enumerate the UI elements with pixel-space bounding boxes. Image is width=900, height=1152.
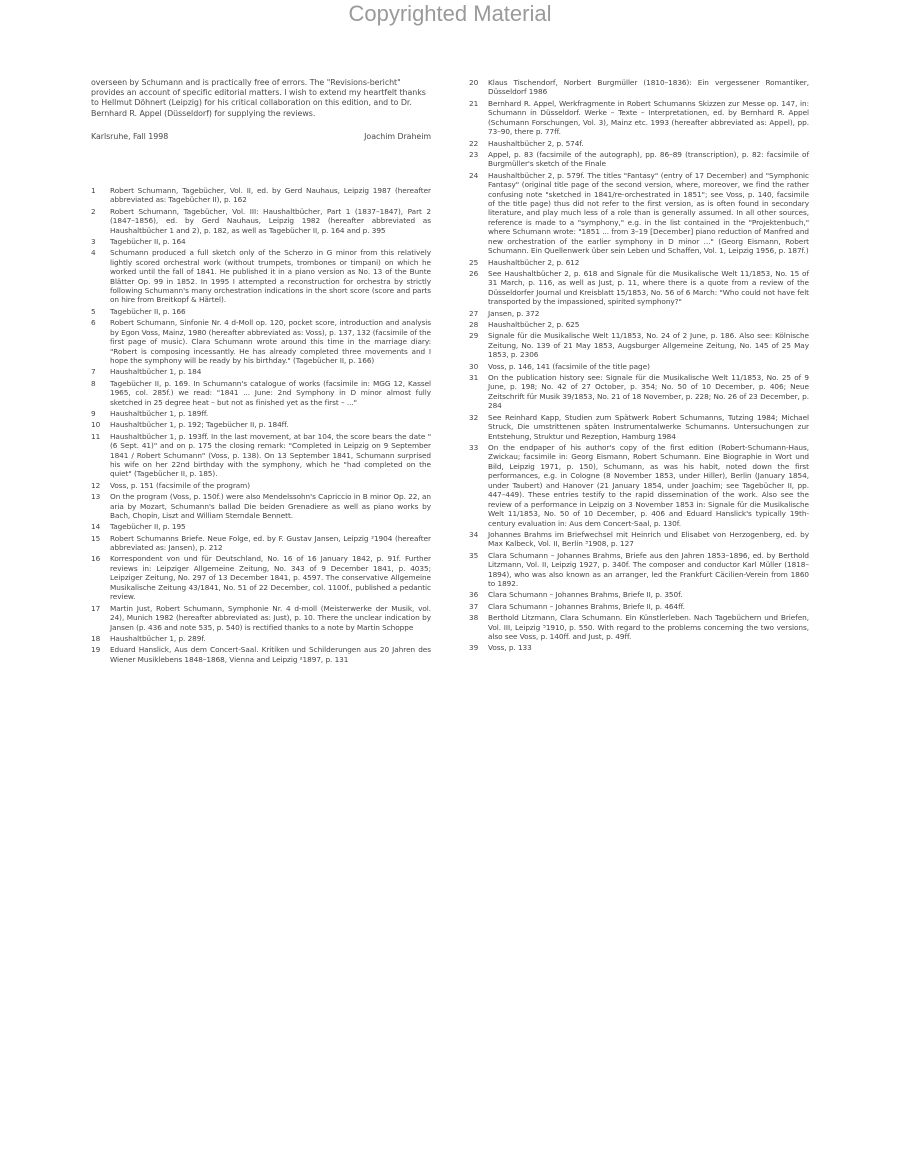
endnote [469,551,809,589]
endnote [469,590,809,599]
endnote-number: 22 [469,138,479,148]
endnote [469,99,809,137]
endnote [469,269,809,307]
endnote [91,420,431,429]
endnote [91,237,431,246]
endnote-text: Haushaltbücher 1, p. 192; Tagebücher II, p. 184ff. [110,420,289,430]
endnote [91,522,431,531]
endnote [91,634,431,643]
endnote-text: Voss, p. 151 (facsimile of the program) [110,480,251,490]
endnote [91,645,431,664]
endnote-text: Haushaltbücher 1, p. 193ff. In the last movement, at bar 104, the score bears the date "(6 Sept. 41)" and on p. 175 the closing remark: "Completed in Leipzig on 9 September 1841 / Robert Schumann" (Voss, p. 138). On 13 September 1841, Schumann surprised his wife on her 22nd birthday with the symphony, which he "had completed on the quiet" (Tagebücher II, p. 185). [110,431,431,479]
endnote [91,481,431,490]
endnote-number: 32 [469,412,479,422]
endnote-text: Eduard Hanslick, Aus dem Concert-Saal. Kritiken und Schilderungen aus 20 Jahren des Wiener Musiklebens 1848–1868, Vienna and Leipzig ²1897, p. 131 [110,645,431,664]
endnote [469,530,809,549]
endnote-number: 19 [91,645,101,655]
endnote [91,367,431,376]
endnote-number: 1 [91,185,96,195]
endnote-number: 5 [91,306,96,316]
endnote [91,248,431,305]
endnote [469,373,809,411]
copyright-watermark: Copyrighted Material [348,1,552,26]
endnote-number: 14 [91,522,101,532]
endnote-number: 24 [469,170,479,180]
endnote [469,362,809,371]
endnote-text: Tagebücher II, p. 195 [110,522,186,532]
endnote-text: Haushaltbücher 2, p. 579f. The titles "Fantasy" (entry of 17 December) and "Symphonic Fantasy" (original title page of the second version, where, moreover, we find the rather confusing note "sketched in 1841/re-orchestrated in 1851"; see Voss, p. 140, facsimile of the title page) thus did not refer to the first version, as is often found in secondary literature, and play much less of a role than is generally assumed. In all other sources, reference is made to a "symphony," e.g. in the list contained in the "Projektenbuch," where Schumann wrote: "1851 ... from 3–19 [December] piano reduction of Manfred and new orchestration of the earlier symphony in D minor ..." (Georg Eismann, Robert Schumann. Ein Quellenwerk über sein Leben und Schaffen, Vol. 1, Leipzig 1956, p. 187f.) [488,170,809,256]
endnote-number: 23 [469,149,479,159]
endnote-number: 30 [469,361,479,371]
endnote [91,409,431,418]
endnote-text: Klaus Tischendorf, Norbert Burgmüller (1810–1836): Ein vergessener Romantiker, Düsseldorf 1986 [488,78,809,97]
endnote-text: Clara Schumann – Johannes Brahms, Briefe aus den Jahren 1853–1896, ed. by Berthold Litzmann, Vol. II, Leipzig 1927, p. 340f. The composer and conductor Karl Müller (1818–1894), who was also known as an arranger, led the Frankfurt Cäcilien-Verein from 1860 to 1892. [488,550,809,589]
endnote-number: 25 [469,257,479,267]
endnote-number: 34 [469,529,479,539]
endnote-number: 11 [91,431,101,441]
endnote-number: 16 [91,554,101,564]
endnote [91,432,431,479]
endnote-text: Haushaltbücher 1, p. 184 [110,367,202,377]
signature-line [91,132,431,142]
endnote-number: 3 [91,236,96,246]
endnote-text: Haushaltbücher 1, p. 189ff. [110,408,209,418]
endnote [469,150,809,169]
endnote-text: Clara Schumann – Johannes Brahms, Briefe II, p. 464ff. [488,601,685,611]
endnote [469,443,809,528]
endnote [469,139,809,148]
endnote-number: 6 [91,318,96,328]
endnote-number: 36 [469,590,479,600]
endnote-text: On the program (Voss, p. 150f.) were also Mendelssohn's Capriccio in B minor Op. 22, an aria by Mozart, Schumann's ballad Die beiden Grenadiere as well as piano works by Bach, Chopin, Liszt and William Sterndale Bennett. [110,492,431,520]
endnote-number: 37 [469,601,479,611]
endnote-number: 13 [91,492,101,502]
endnotes-right [469,78,809,653]
endnote-number: 39 [469,643,479,653]
endnote-number: 21 [469,98,479,108]
endnote [469,602,809,611]
endnote-text: Haushaltbücher 2, p. 612 [488,257,580,267]
endnote [469,613,809,641]
endnote-text: Korrespondent von und für Deutschland, No. 16 of 16 January 1842, p. 91f. Further reviews in: Leipziger Allgemeine Zeitung, No. 343 of 9 December 1841, p. 4035; Leipziger Zeitung, No. 297 of 13 December 1841, p. 4597. The conservative Allgemeine Musikalische Zeitung 43/1841, No. 51 of 22 December, col. 1100f., published a pedantic review. [110,554,431,602]
endnote-text: Haushaltbücher 2, p. 625 [488,320,580,329]
endnote-text: On the publication history see: Signale für die Musikalische Welt 11/1853, No. 25 of 9 June, p. 198; No. 42 of 27 October, p. 354; No. 50 of 10 December, p. 406; Neue Zeitschrift für Musik 39/1853, No. 21 of 18 November, p. 228; No. 26 of 23 December, p. 284 [488,372,809,411]
endnote-text: Signale für die Musikalische Welt 11/1853, No. 24 of 2 June, p. 186. Also see: Kölnische Zeitung, No. 139 of 21 May 1853, Augsburger Allgemeine Zeitung, No. 145 of 25 May 1853, p. 2306 [488,331,809,360]
place-date: Karlsruhe, Fall 1998 [91,131,169,141]
endnote [469,413,809,441]
endnote-text: See Reinhard Kapp, Studien zum Spätwerk Robert Schumanns, Tutzing 1984; Michael Struck, Die umstrittenen späten Instrumentalwerke Schumanns. Untersuchungen zur Entstehung, Struktur und Rezeption, Hamburg 1984 [488,412,809,441]
endnote-text: Berthold Litzmann, Clara Schumann. Ein Künstlerleben. Nach Tagebüchern und Briefen, Vol. III, Leipzig ⁵1910, p. 550. With regard to the problems concerning the two versions, also see Voss, p. 140ff. and Just, p. 49ff. [488,613,809,641]
endnote-number: 38 [469,613,479,623]
endnote-number: 31 [469,372,479,382]
endnote [469,320,809,329]
endnote-number: 9 [91,408,96,418]
endnote-number: 28 [469,320,479,329]
endnote-number: 4 [91,248,96,258]
endnote [91,307,431,316]
author-name: Joachim Draheim [364,131,431,141]
endnote-number: 35 [469,550,479,560]
endnote-text: Robert Schumann, Sinfonie Nr. 4 d-Moll op. 120, pocket score, introduction and analysis by Egon Voss, Mainz, 1980 (hereafter abbreviated as: Voss), p. 137, 132 (facsimile of the first page of music). Clara Schumann wrote around this time in the marriage diary: "Robert is composing incessantly. He has already completed three movements and I hope the symphony will be ready by his birthday." (Tagebücher II, p. 166) [110,318,431,365]
endnote-text: Schumann produced a full sketch only of the Scherzo in G minor from this relatively lightly scored orchestral work (without trumpets, trombones or timpani) on which he worked until the fall of 1841. He published it in a piano version as No. 13 of the Bunte Blätter Op. 99 in 1852. In 1995 I attempted a reconstruction for orchestra by strictly following Schumann's many orchestration indications in the short score (score and parts on hire from Breitkopf & Härtel). [110,248,431,305]
endnote [91,534,431,553]
endnote [469,171,809,256]
endnote [91,554,431,601]
endnote-number: 26 [469,268,479,278]
endnote-number: 18 [91,633,101,643]
endnote-number: 12 [91,480,101,490]
endnote-text: Tagebücher II, p. 166 [110,306,186,316]
endnote [91,318,431,365]
endnote-number: 2 [91,206,96,216]
endnote-text: Johannes Brahms im Briefwechsel mit Heinrich und Elisabet von Herzogenberg, ed. by Max Kalbeck, Vol. II, Berlin ³1908, p. 127 [488,529,809,549]
endnote [469,309,809,318]
endnote [469,643,809,652]
endnote-text: See Haushaltbücher 2, p. 618 and Signale für die Musikalische Welt 11/1853, No. 15 of 31 March, p. 116, as well as Just, p. 11, where there is a quote from a review of the Düsseldorfer Journal und Kreisblatt 15/1853, No. 56 of 6 March: "Who could not have felt transported by the impassioned, spirited symphony?" [488,268,809,307]
endnote-number: 27 [469,308,479,318]
endnote-text: Tagebücher II, p. 164 [110,236,186,246]
endnote-text: Haushaltbücher 2, p. 574f. [488,138,584,148]
endnote-text: Bernhard R. Appel, Werkfragmente in Robert Schumanns Skizzen zur Messe op. 147, in: Schumann in Düsseldorf. Werke – Texte – Interpretationen, ed. by Bernhard R. Appel (Schumann Forschungen, Vol. 3), Mainz etc. 1993 (hereafter abbreviated as: Appel), pp. 73–90, there p. 77ff. [488,98,809,137]
endnote-text: Voss, p. 133 [488,643,532,653]
endnote [469,258,809,267]
endnote [91,604,431,632]
endnote [91,186,431,205]
endnote [469,78,809,97]
preface-closing-paragraph: overseen by Schumann and is practically free of errors. The "Revisions-bericht" provides an account of specific editorial matters. I wish to extend my heartfelt thanks to Hellmut Döhnert (Leipzig) for his critical collaboration on this edition, and to Dr. Bernhard R. Appel (Düsseldorf) for supplying the reviews. [91,78,426,118]
endnote-text: Tagebücher II, p. 169. In Schumann's catalogue of works (facsimile in: MGG 12, Kassel 1965, col. 285f.) we read: "1841 ... June: 2nd Symphony in D minor almost fully sketched in 25 degree heat – but not as finished yet as the first – ..." [110,378,431,407]
endnote-number: 20 [469,78,479,87]
endnote-text: Haushaltbücher 1, p. 289f. [110,633,206,643]
endnote-text: Martin Just, Robert Schumann, Symphonie Nr. 4 d-moll (Meisterwerke der Musik, vol. 24), Munich 1982 (hereafter abbreviated as: Just), p. 10. There the unclear indication by Jansen (p. 436 and note 535, p. 540) is rectified thanks to a note by Martin Schoppe [110,603,431,632]
right-column [469,78,809,655]
endnote-number: 10 [91,420,101,430]
endnote-text: Clara Schumann – Johannes Brahms, Briefe II, p. 350f. [488,590,683,600]
endnote-text: Robert Schumanns Briefe. Neue Folge, ed. by F. Gustav Jansen, Leipzig ²1904 (hereafter abbreviated as: Jansen), p. 212 [110,533,431,553]
endnote-number: 15 [91,533,101,543]
endnote [469,331,809,359]
endnote-text: On the endpaper of his author's copy of the first edition (Robert-Schumann-Haus, Zwickau; facsimile in: Georg Eismann, Robert Schumann. Eine Biographie in Wort und Bild, Leipzig 1971, p. 150), Schumann, as was his habit, noted down the first performances, e.g. in Cologne (8 November 1853, under Hiller), Berlin (January 1854, under Taubert) and Hanover (21 January 1854, under Joachim; see Tagebücher II, pp. 447–449). These entries testify to the rapid dissemination of the work. Also see the review of a performance in Leipzig on 3 November 1853 in: Signale für die Musikalische Welt 11/1853, No. 50 of 10 December, p. 406 and Eduard Hanslick's typically 19th-century evaluation in: Aus dem Concert-Saal, p. 130f. [488,442,809,528]
endnote [91,379,431,407]
endnote-text: Jansen, p. 372 [488,308,540,318]
endnote-text: Robert Schumann, Tagebücher, Vol. III: Haushaltbücher, Part 1 (1837–1847), Part 2 (1847–1856), ed. by Gerd Nauhaus, Leipzig 1982 (hereafter abbreviated as Haushaltbücher 1 and 2), p. 182, as well as Tagebücher II, p. 164 and p. 395 [110,206,431,235]
endnote-number: 33 [469,442,479,452]
endnote [91,492,431,520]
endnotes-left [91,186,431,664]
endnote-number: 7 [91,367,96,377]
endnote-number: 8 [91,378,96,388]
left-column [91,78,431,666]
endnote-text: Robert Schumann, Tagebücher, Vol. II, ed. by Gerd Nauhaus, Leipzig 1987 (hereafter abbreviated as: Tagebücher II), p. 162 [110,185,431,205]
endnote-number: 29 [469,331,479,341]
endnote-text: Voss, p. 146, 141 (facsimile of the title page) [488,361,650,371]
endnote [91,207,431,235]
endnote-text: Appel, p. 83 (facsimile of the autograph), pp. 86–89 (transcription), p. 82: facsimile of Burgmüller's sketch of the Finale [488,149,809,169]
endnote-number: 17 [91,603,101,613]
